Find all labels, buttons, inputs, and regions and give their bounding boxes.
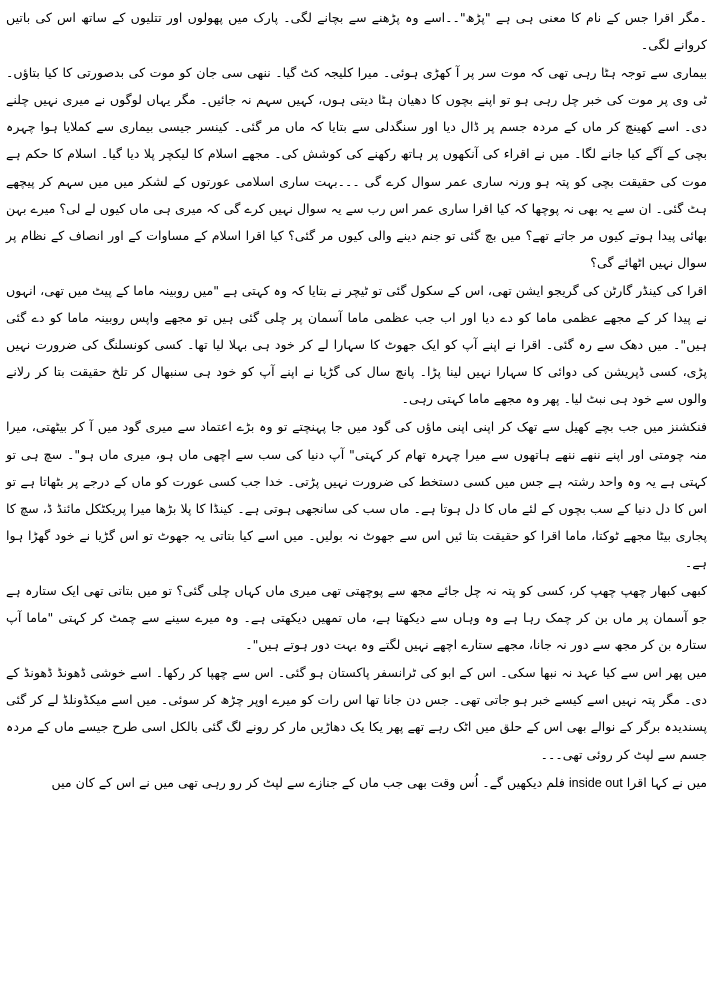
paragraph-5: کبھی کبھار چھپ چھپ کر، کسی کو پتہ نہ چل جائے مجھ سے پوچھتی تھی میری ماں کہاں چلی گئی؟ تو میں بتاتی تھی ایک ستارہ ہے جو آسمان پر ماں بن کر چمک رہا ہے وہ وہاں سے دیکھتا ہے، ماں تمھیں دیکھتی ہے۔ وہ میرے سینے سے چمٹ کر کہتی "ماما آپ ستارہ بن کر مجھ سے دور نہ جانا، مجھے ستارے اچھے نہیں لگتے وہ بہت دور ہوتے ہیں"۔	[6, 582, 707, 653]
paragraph-1: ۔مگر اقرا جس کے نام کا معنی ہی ہے "پڑھ"۔۔اسے وہ پڑھنے سے بچانے لگی۔ پارک میں پھولوں اور تتلیوں کے ساتھ اس کی باتیں کروانے لگی۔	[6, 10, 707, 53]
film-title: inside out	[568, 775, 623, 790]
paragraph-7	[6, 769, 707, 797]
paragraph-2: بیماری سے توجہ ہٹا رہی تھی کہ موت سر پر آ کھڑی ہوئی۔ میرا کلیجہ کٹ گیا۔ ننھی سی جان کو موت کی بدصورتی کا کیا بتاؤں۔ ٹی وی پر موت کی خبر چل رہی ہو تو اپنے بچوں کا دھیان ہٹا دیتی ہوں، کہیں سہم نہ جائیں۔ مگر یہاں لوگوں نے میری نہیں چلنے دی۔ اسے کھینچ کر ماں کے مردہ جسم پر ڈال دیا اور سنگدلی سے بتایا کہ ماں مر گئی۔ کینسر جیسی بیماری سے کملایا ہوا چہرہ بچی کے آگے کیا جانے لگا۔ میں نے اقراء کی آنکھوں پر ہاتھ رکھنے کی کوشش کی۔ مجھے اسلام کا لیکچر پلا دیا گیا۔ اسلام کا حکم ہے موت کی حقیقت بچی کو پتہ ہو ورنہ ساری عمر سوال کرے گی ۔۔۔بہت ساری اسلامی عورتوں کے لشکر میں میں سہم کر پیچھے ہٹ گئی۔ ان سے یہ بھی نہ پوچھا کہ کیا اقرا ساری عمر اس رب سے یہ سوال نہیں کرے گی کہ میری ہی ماں کیوں لے لی؟ میرے بہن بھائی پیدا ہوتے کیوں مر جاتے تھے؟ میں بچ گئی تو جنم دینے والی کیوں مر گئی؟ کیا اقرا اسلام کے مساوات کے اور انصاف کے نظام پر سوال نہیں اٹھائے گی؟	[6, 65, 707, 270]
paragraph-7-after: فلم دیکھیں گے۔ اُس وقت بھی جب ماں کے جنازے سے لپٹ کر رو رہی تھی میں نے اس کے کان میں	[51, 774, 569, 790]
paragraph-6: میں پھر اس سے کیا عہد نہ نبھا سکی۔ اس کے ابو کی ٹرانسفر پاکستان ہو گئی۔ اس سے چھپا کر رکھا۔ اسے خوشی ڈھونڈ ڈھونڈ کے دی۔ مگر پتہ نہیں اسے کیسے خبر ہو جاتی تھی۔ جس دن جانا تھا اس رات کو میرے اوپر چڑھ کر سوئی۔ میں اسے میکڈونلڈ لے کر گئی پسندیدہ برگر کے نوالے بھی اس کے حلق میں اٹک رہے تھے پھر یکا یک دھاڑیں مار کر رونے لگ گئی بالکل اسی طرح جیسے ماں کے مردہ جسم سے لپٹ کر روئی تھی۔۔۔	[6, 665, 707, 762]
paragraph-4: فنکشنز میں جب بچے کھیل سے تھک کر اپنی اپنی ماؤں کی گود میں جا پہنچتے تو وہ بڑے اعتماد سے میری گود میں آ کر بیٹھتی، میرا منہ چومتی اور اپنے ننھے ننھے ہاتھوں سے میرا چہرہ تھام کر کہتی" آپ دنیا کی سب سے اچھی ماں ہو، میری ماں ہو"۔ سچ ہی تو کہتی ہے یہ وہ واحد رشتہ ہے جس میں کسی دستخط کی ضرورت نہیں پڑتی۔ خدا جب کسی عورت کو ماں کے درجے پر بٹھاتا ہے تو اس کا دل دنیا کے سب بچوں کے لئے ماں کا دل ہوتا ہے۔ ماں سب کی سانجھی ہوتی ہے۔ کینڈا کا پلا بڑھا میرا پریکٹکل مائنڈ ڈ، سچ کا پجاری بیٹا مجھے ٹوکتا، ماما اقرا کو حقیقت بتا ئیں اس سے جھوٹ نہ بولیں۔ میں اسے کیا بتاتی یہ جھوٹ تو اس گڑیا نے خود گھڑا ہوا ہے۔	[6, 419, 707, 570]
paragraph-3: اقرا کی کینڈر گارٹن کی گریجو ایشن تھی، اس کے سکول گئی تو ٹیچر نے بتایا کہ وہ کہتی ہے "میں روبینہ ماما کے پیٹ میں تھی، انہوں نے پیدا کر کے مجھے عظمی ماما کو دے دیا اور اب جب عظمی ماما آسمان پر چلی گئی ہیں تو مجھے واپس روبینہ ماما کو دے گئی ہیں"۔ میں دھک سے رہ گئی۔ اقرا نے اپنے آپ کو ایک جھوٹ کا سہارا لے کر خود ہی بہلا لیا تھا۔ کسی کونسلنگ کی ضرورت نہیں پڑی، کسی ڈپریشن کی دوائی کا سہارا نہیں لینا پڑا۔ پانچ سال کی گڑیا نے اپنے آپ کو خود ہی سنبھال کر تلخ حقیقت بتا کر رلانے والوں سے خود ہی نبٹ لیا۔ پھر وہ مجھے ماما کہتی رہی۔	[6, 282, 707, 407]
paragraph-7-before: میں نے کہا اقرا	[622, 774, 707, 790]
